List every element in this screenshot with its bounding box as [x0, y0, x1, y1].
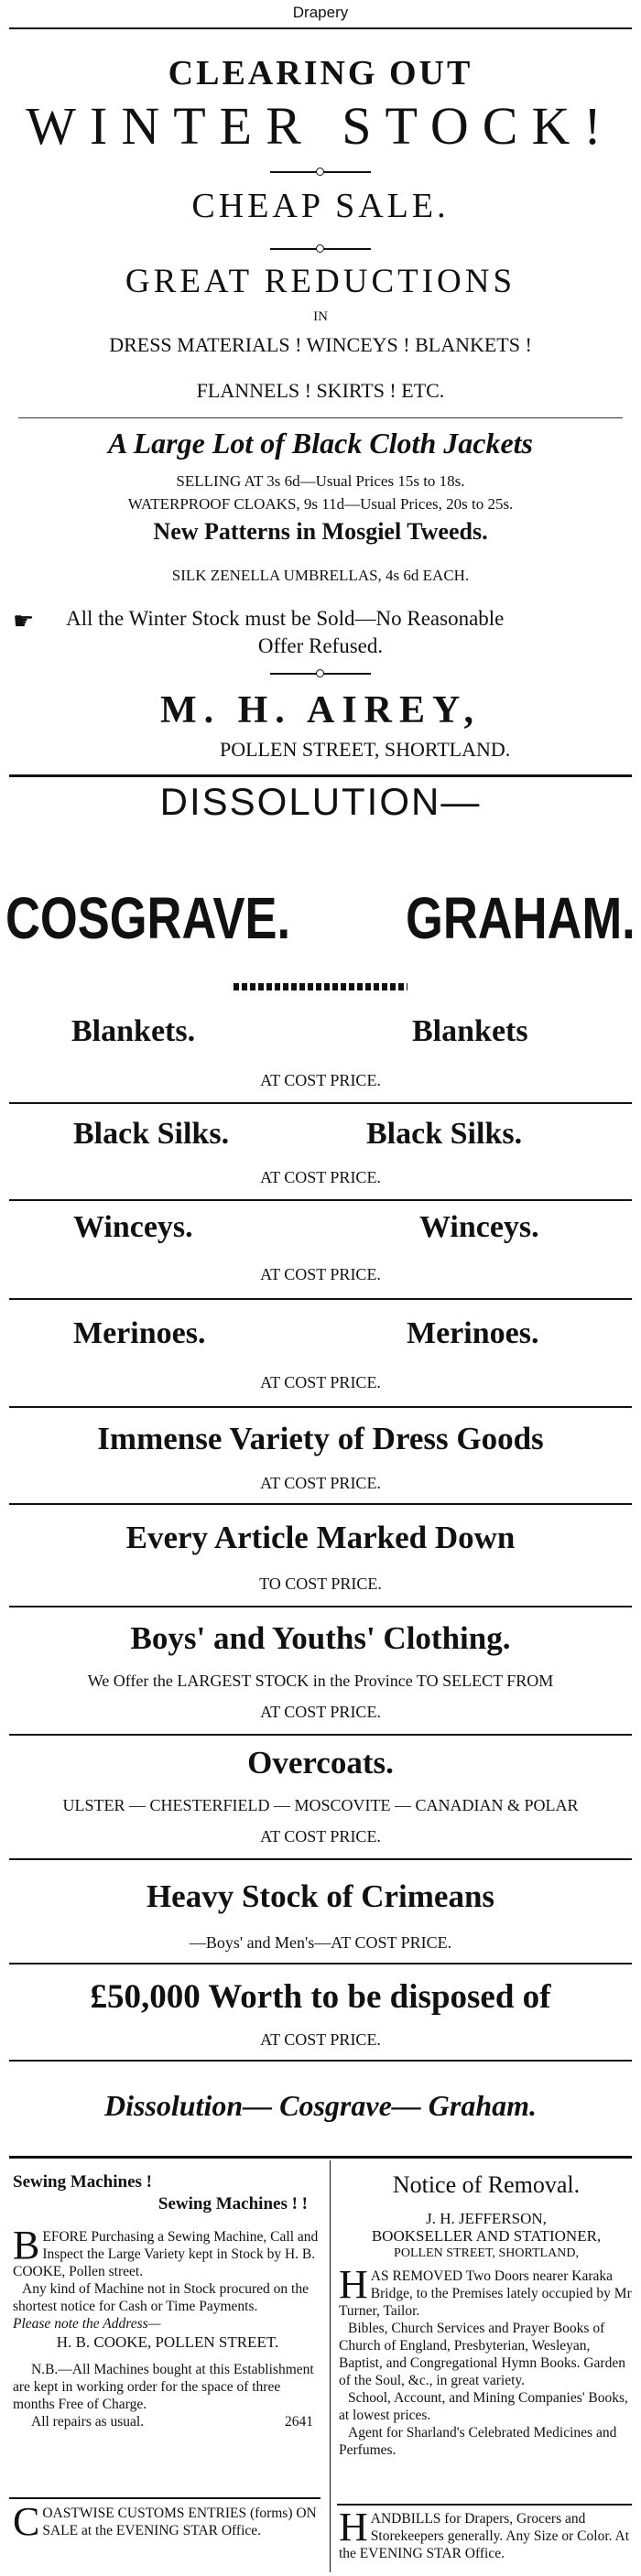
- section-rule: [18, 417, 623, 418]
- cooke-body-2: Any kind of Machine not in Stock procured on the shortest notice for Cash or Time Payments.: [13, 2281, 309, 2314]
- drop-cap: H: [339, 2262, 368, 2307]
- item-price-note: AT COST PRICE.: [260, 1071, 381, 1089]
- airey-name: M. H. AIREY,: [160, 689, 481, 731]
- item-left-label: Black Silks.: [73, 1117, 230, 1151]
- cheap-sale-heading: CHEAP SALE.: [191, 187, 450, 225]
- column-divider: [330, 2160, 331, 2572]
- jefferson-agent: Agent for Sharland's Celebrated Medicines and Perfumes.: [339, 2425, 617, 2458]
- cooke-advertisement: [13, 2171, 322, 2430]
- drop-cap: H: [339, 2505, 368, 2549]
- flannels-line: FLANNELS ! SKIRTS ! ETC.: [196, 379, 445, 402]
- jefferson-trade: BOOKSELLER AND STATIONER,: [371, 2227, 602, 2245]
- item-rule: [9, 1199, 632, 1201]
- item-rule: [9, 1298, 632, 1300]
- item-rule: [9, 1963, 632, 1964]
- sewing-machines-title: Sewing Machines !: [13, 2172, 152, 2192]
- jefferson-body: AS REMOVED Two Doors nearer Karaka Bridge, to the Premises lately occupied by Mr Turner, Tailor.: [339, 2268, 632, 2319]
- marked-down-heading: Every Article Marked Down: [125, 1520, 516, 1555]
- cooke-body: EFORE Purchasing a Sewing Machine, Call and Inspect the Large Variety kept in Stock by H. B. COOKE, Pollen street.: [13, 2229, 319, 2279]
- advert-number: 2641: [285, 2414, 313, 2430]
- in-label: IN: [313, 309, 328, 324]
- coastwise-notice: [13, 2499, 322, 2544]
- cosgrave-name: COSGRAVE.: [5, 885, 291, 951]
- item-price-note: AT COST PRICE.: [260, 1373, 381, 1391]
- clearing-out-heading: CLEARING OUT: [168, 54, 473, 92]
- handbills-notice: [339, 2505, 634, 2562]
- coastwise-text: OASTWISE CUSTOMS ENTRIES (forms) ON SALE at the EVENING STAR Office.: [42, 2506, 317, 2538]
- dissolution-footer: Dissolution— Cosgrave— Graham.: [103, 2089, 538, 2122]
- jefferson-name: J. H. JEFFERSON,: [426, 2210, 547, 2227]
- item-rule: [9, 2060, 632, 2062]
- jefferson-street: POLLEN STREET, SHORTLAND,: [394, 2246, 579, 2260]
- variety-price-note: AT COST PRICE.: [260, 1474, 381, 1492]
- marked-down-note: TO COST PRICE.: [259, 1575, 382, 1593]
- item-price-note: AT COST PRICE.: [260, 1265, 381, 1283]
- item-right-label: Merinoes.: [407, 1316, 539, 1350]
- drop-cap: C: [13, 2499, 40, 2544]
- boys-clothing-price: AT COST PRICE.: [260, 1703, 381, 1721]
- overcoats-types: ULSTER — CHESTERFIELD — MOSCOVITE — CANADIAN & POLAR: [62, 1796, 579, 1814]
- ornament-divider: [270, 668, 371, 677]
- pointing-hand-icon: ☛: [13, 608, 35, 634]
- item-right-label: Black Silks.: [366, 1117, 523, 1151]
- header-rule: [9, 27, 632, 29]
- worth-heading: £50,000 Worth to be disposed of: [90, 1978, 551, 2016]
- advert-separator: [9, 2156, 632, 2159]
- item-right-label: Winceys.: [419, 1210, 539, 1244]
- overcoats-price: AT COST PRICE.: [260, 1827, 381, 1845]
- jefferson-books: Bibles, Church Services and Prayer Books of Church of England, Presbyterian, Wesleyan, Baptist, and Congregational Hymn Books. Garden of the Soul, &c., in great variety.: [339, 2321, 625, 2388]
- cooke-repairs-line: [13, 2413, 322, 2430]
- great-reductions-heading: GREAT REDUCTIONS: [125, 263, 516, 300]
- offer-refused-line: Offer Refused.: [257, 634, 384, 657]
- cloaks-price-line: WATERPROOF CLOAKS, 9s 11d—Usual Prices, 20s to 25s.: [127, 495, 514, 513]
- item-rule: [9, 1734, 632, 1736]
- item-left-label: Blankets.: [71, 1014, 196, 1048]
- item-rule: [9, 1606, 632, 1607]
- decorative-divider: [234, 983, 407, 990]
- ornament-divider: [270, 167, 371, 176]
- overcoats-heading: Overcoats.: [247, 1745, 394, 1780]
- handbills-text: ANDBILLS for Drapers, Grocers and Storekeepers generally. Any Size or Color. At the EVENING STAR Office.: [339, 2511, 630, 2561]
- removal-title: Notice of Removal.: [392, 2171, 581, 2198]
- winter-stock-heading: WINTER STOCK!: [26, 96, 615, 156]
- selling-price-line: SELLING AT 3s 6d—Usual Prices 15s to 18s.: [176, 472, 465, 490]
- variety-heading: Immense Variety of Dress Goods: [97, 1421, 544, 1456]
- airey-address: POLLEN STREET, SHORTLAND.: [220, 738, 511, 761]
- cooke-address: H. B. COOKE, POLLEN STREET.: [56, 2333, 279, 2351]
- cooke-nb: N.B.—All Machines bought at this Establishment are kept in working order for the space of three months Free of Charge.: [13, 2362, 314, 2412]
- item-rule: [9, 1858, 632, 1860]
- item-rule: [9, 1406, 632, 1408]
- ornament-divider: [270, 244, 371, 253]
- crimeans-heading: Heavy Stock of Crimeans: [146, 1878, 495, 1914]
- winter-stock-notice: All the Winter Stock must be Sold—No Reasonable: [66, 607, 505, 630]
- boys-clothing-note: We Offer the LARGEST STOCK in the Province TO SELECT FROM: [87, 1672, 554, 1690]
- advert-separator: [9, 774, 632, 777]
- item-left-label: Merinoes.: [73, 1316, 206, 1350]
- column-rule: [9, 2497, 320, 2499]
- jackets-heading: A Large Lot of Black Cloth Jackets: [108, 427, 533, 460]
- item-rule: [9, 1503, 632, 1505]
- section-header: Drapery: [292, 4, 349, 21]
- address-note: Please note the Address—: [13, 2316, 161, 2332]
- item-left-label: Winceys.: [73, 1210, 193, 1244]
- dress-materials-line: DRESS MATERIALS ! WINCEYS ! BLANKETS !: [109, 333, 532, 356]
- jefferson-advertisement: [339, 2171, 634, 2459]
- graham-name: GRAHAM.: [406, 885, 636, 951]
- jefferson-school: School, Account, and Mining Companies' Books, at lowest prices.: [339, 2390, 628, 2423]
- boys-clothing-heading: Boys' and Youths' Clothing.: [130, 1620, 511, 1656]
- cooke-repairs: All repairs as usual.: [31, 2414, 145, 2430]
- worth-price-note: AT COST PRICE.: [260, 2030, 381, 2049]
- tweeds-heading: New Patterns in Mosgiel Tweeds.: [153, 518, 488, 545]
- item-price-note: AT COST PRICE.: [260, 1168, 381, 1186]
- item-rule: [9, 1102, 632, 1104]
- drop-cap: B: [13, 2223, 40, 2268]
- dissolution-heading: DISSOLUTION—: [159, 780, 482, 823]
- crimeans-note: —Boys' and Men's—AT COST PRICE.: [189, 1933, 452, 1952]
- sewing-machines-subtitle: Sewing Machines ! !: [158, 2194, 308, 2213]
- item-right-label: Blankets: [412, 1014, 528, 1048]
- column-rule: [337, 2504, 632, 2506]
- cooke-paragraph: [13, 2223, 322, 2280]
- umbrellas-line: SILK ZENELLA UMBRELLAS, 4s 6d EACH.: [171, 567, 470, 584]
